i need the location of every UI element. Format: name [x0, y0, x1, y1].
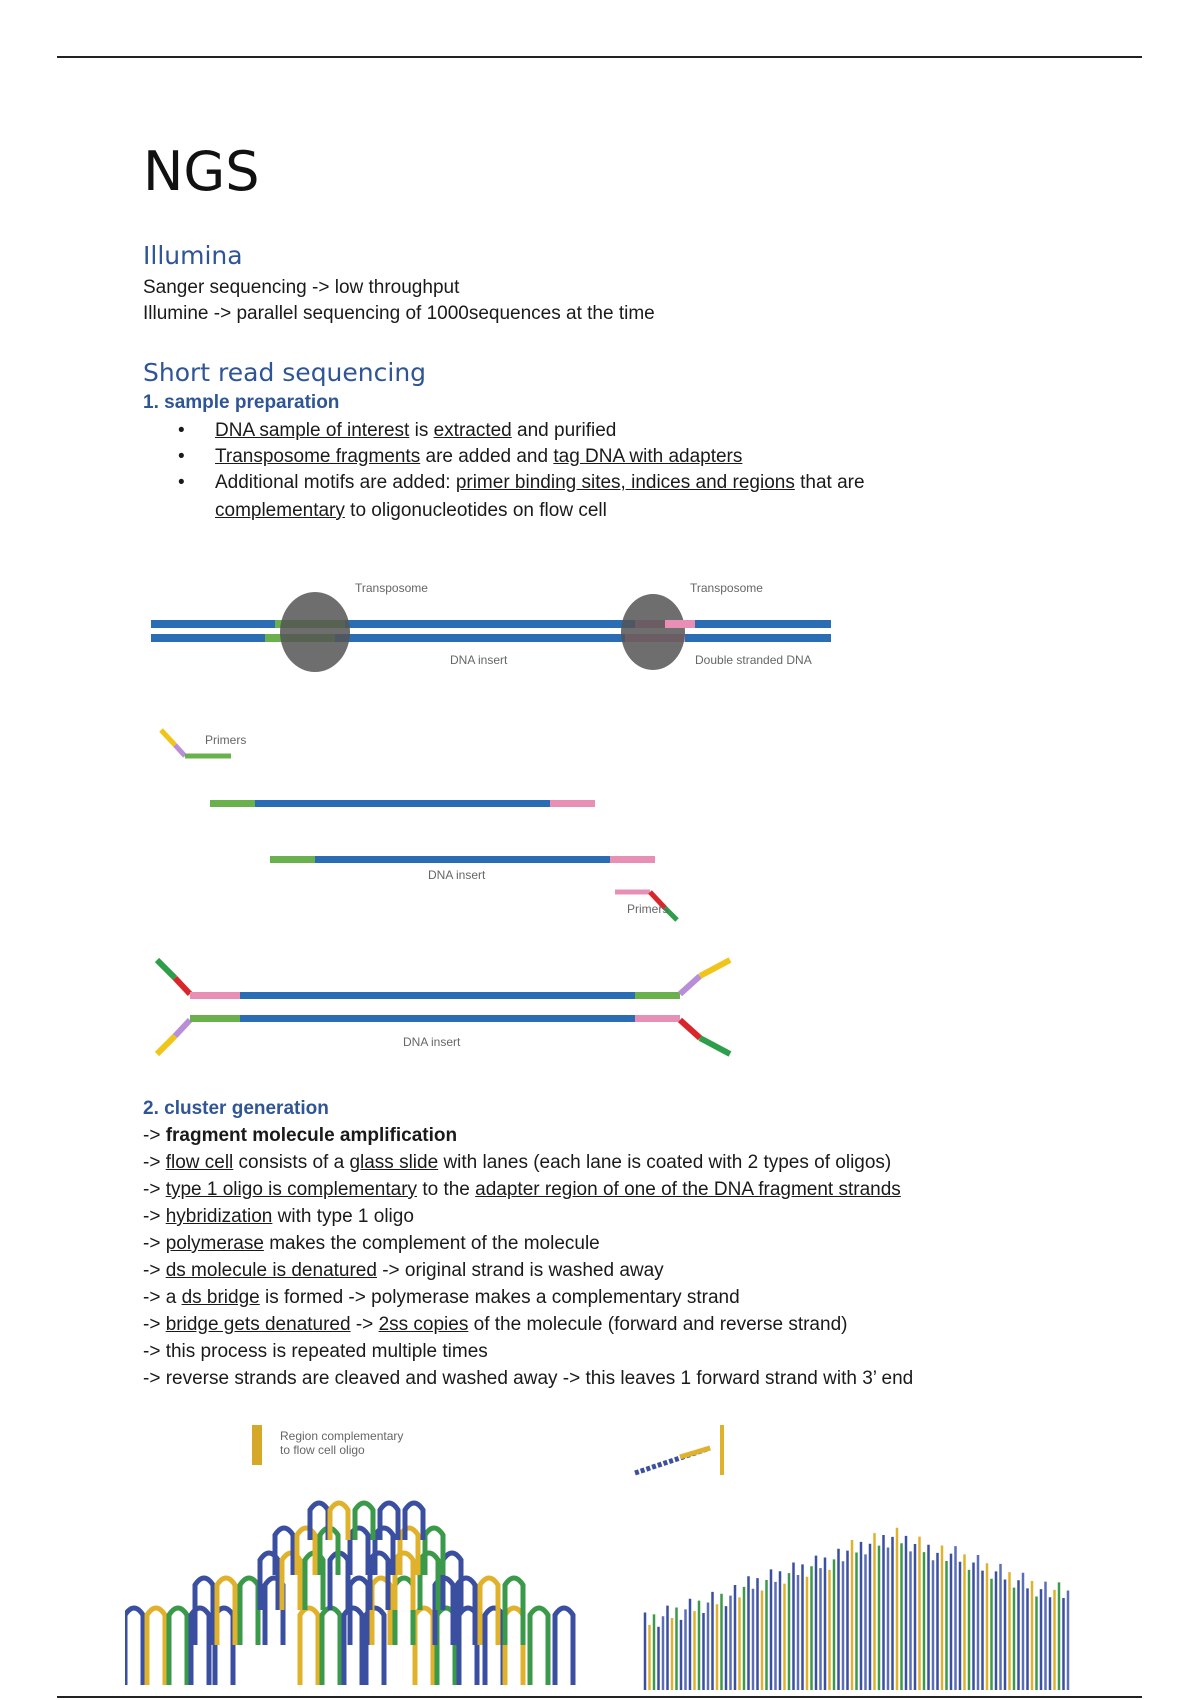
bullet-item: Additional motifs are added: primer binding sites, indices and regions that are: [215, 472, 865, 493]
section-heading-short-read: Short read sequencing: [143, 358, 427, 387]
cluster-step-line: -> fragment molecule amplification: [143, 1125, 458, 1146]
figure-label: DNA insert: [428, 868, 486, 882]
cluster-bridge: [555, 1608, 573, 1685]
figure-label: DNA insert: [450, 653, 508, 667]
cluster-bridge: [530, 1608, 548, 1685]
text-line: Illumine -> parallel sequencing of 1000sequences at the time: [143, 303, 655, 324]
figure-label: Transposome: [355, 581, 428, 595]
transposome-figure: [145, 570, 845, 680]
cluster-bridge: [415, 1608, 433, 1685]
cluster-step-line: -> ds molecule is denatured -> original strand is washed away: [143, 1260, 664, 1281]
cluster-bridge: [300, 1608, 318, 1685]
step-heading-sample-prep: 1. sample preparation: [143, 392, 340, 413]
primer-figure: [145, 720, 745, 930]
figure-label: Primers: [205, 733, 247, 747]
cluster-bridge: [240, 1578, 258, 1645]
cluster-figure: [125, 1415, 1145, 1695]
bullet-marker: •: [178, 472, 185, 493]
bullet-marker: •: [178, 446, 185, 467]
cluster-bridge: [344, 1608, 362, 1685]
bullet-item: DNA sample of interest is extracted and purified: [215, 420, 617, 441]
bullet-item: Transposome fragments are added and tag DNA with adapters: [215, 446, 743, 467]
figure-label: to flow cell oligo: [280, 1443, 365, 1457]
text-line: Sanger sequencing -> low throughput: [143, 277, 460, 298]
cluster-step-line: -> bridge gets denatured -> 2ss copies of the molecule (forward and reverse strand): [143, 1314, 848, 1335]
cluster-bridge: [395, 1578, 413, 1645]
cluster-bridge: [169, 1608, 187, 1685]
figure-label: Region complementary: [280, 1429, 404, 1443]
figure-label: Double stranded DNA: [695, 653, 812, 667]
figure-label: Primers: [627, 902, 669, 916]
cluster-bridge: [147, 1608, 165, 1685]
bullet-marker: •: [178, 420, 185, 441]
cluster-step-line: -> hybridization with type 1 oligo: [143, 1206, 414, 1227]
cluster-step-line: -> this process is repeated multiple times: [143, 1341, 488, 1362]
figure-label: DNA insert: [403, 1035, 461, 1049]
figure-label: Transposome: [690, 581, 763, 595]
section-heading-illumina: Illumina: [143, 241, 243, 270]
top-rule: [57, 56, 1142, 58]
bullet-item: complementary to oligonucleotides on flow cell: [215, 500, 607, 521]
cluster-step-line: -> polymerase makes the complement of the molecule: [143, 1233, 600, 1254]
cluster-step-line: -> flow cell consists of a glass slide with lanes (each lane is coated with 2 types of oligos): [143, 1152, 892, 1173]
page-title: NGS: [143, 140, 260, 203]
cluster-step-line: -> type 1 oligo is complementary to the adapter region of one of the DNA fragment strands: [143, 1179, 901, 1200]
adapter-fragment-figure: [145, 950, 745, 1060]
cluster-bridge: [125, 1608, 143, 1685]
cluster-step-line: -> reverse strands are cleaved and washed away -> this leaves 1 forward strand with 3’ end: [143, 1368, 914, 1389]
cluster-step-line: -> a ds bridge is formed -> polymerase makes a complementary strand: [143, 1287, 740, 1308]
cluster-bridge: [505, 1608, 523, 1685]
cluster-bridge: [322, 1608, 340, 1685]
step-heading-cluster-generation: 2. cluster generation: [143, 1098, 329, 1119]
bottom-rule: [57, 1696, 1142, 1698]
